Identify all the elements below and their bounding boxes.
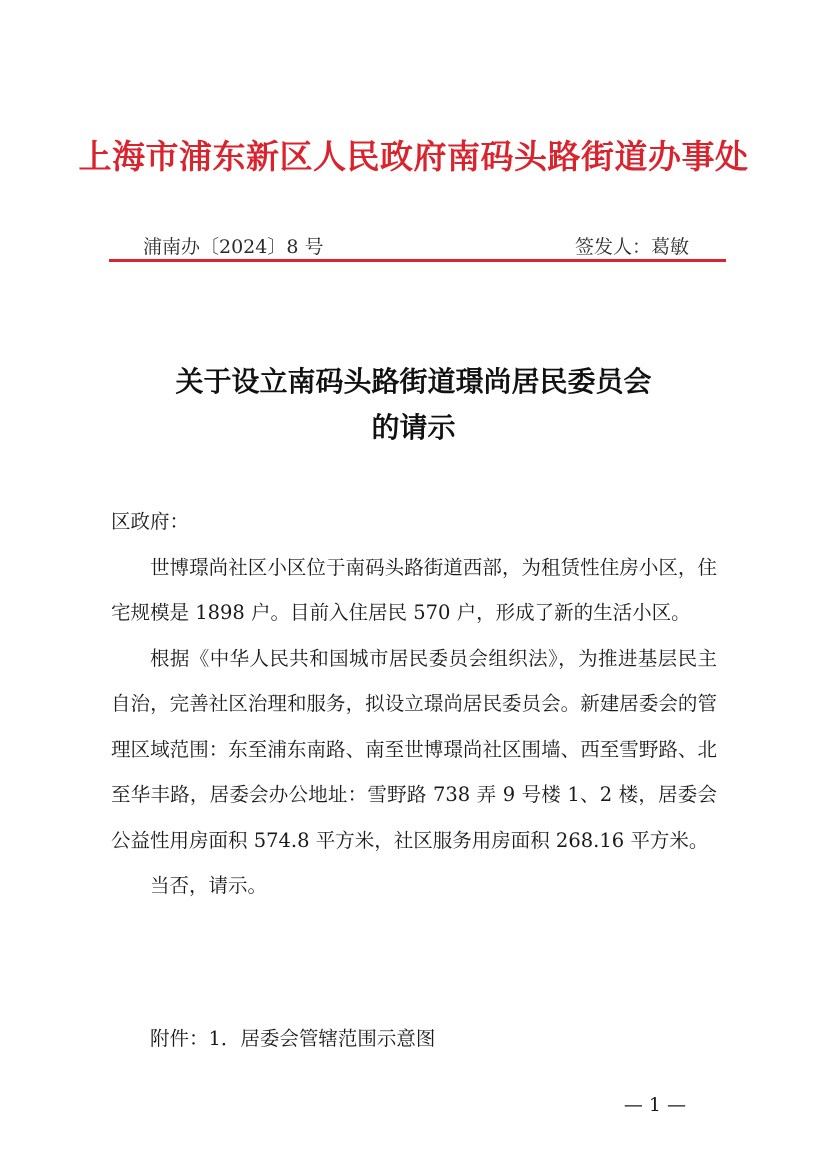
- salutation: 区政府：: [111, 510, 190, 533]
- body-paragraph-1: 世博璟尚社区小区位于南码头路街道西部，为租赁性住房小区，住宅规模是 1898 户。目前入住居民 570 户，形成了新的生活小区。: [111, 555, 717, 624]
- document-body: [111, 499, 717, 909]
- page-number: — 1 —: [623, 1094, 686, 1116]
- title-line-2: 的请示: [371, 411, 456, 444]
- attachment-note: 附件：1．居委会管辖范围示意图: [150, 1027, 436, 1050]
- red-divider: [109, 259, 726, 262]
- body-paragraph-2: 根据《中华人民共和国城市居民委员会组织法》，为推进基层民主自治，完善社区治理和服务，拟设立璟尚居民委员会。新建居委会的管理区域范围：东至浦东南路、南至世博璟尚社区围墙、西至雪野路、北至华丰路，居委会办公地址：雪野路 738 弄 9 号楼 1、2 楼，居委会公益性用房面积 574.8 平方米，社区服务用房面积 268.16 平方米。: [111, 646, 717, 852]
- signer: 签发人：葛敏: [574, 236, 689, 258]
- issuer-header: 上海市浦东新区人民政府南码头路街道办事处: [78, 137, 749, 176]
- document-number: 浦南办〔2024〕8 号: [143, 236, 324, 258]
- title-line-1: 关于设立南码头路街道璟尚居民委员会: [175, 365, 652, 398]
- document-title: [0, 359, 827, 451]
- body-paragraph-3: 当否，请示。: [150, 874, 268, 897]
